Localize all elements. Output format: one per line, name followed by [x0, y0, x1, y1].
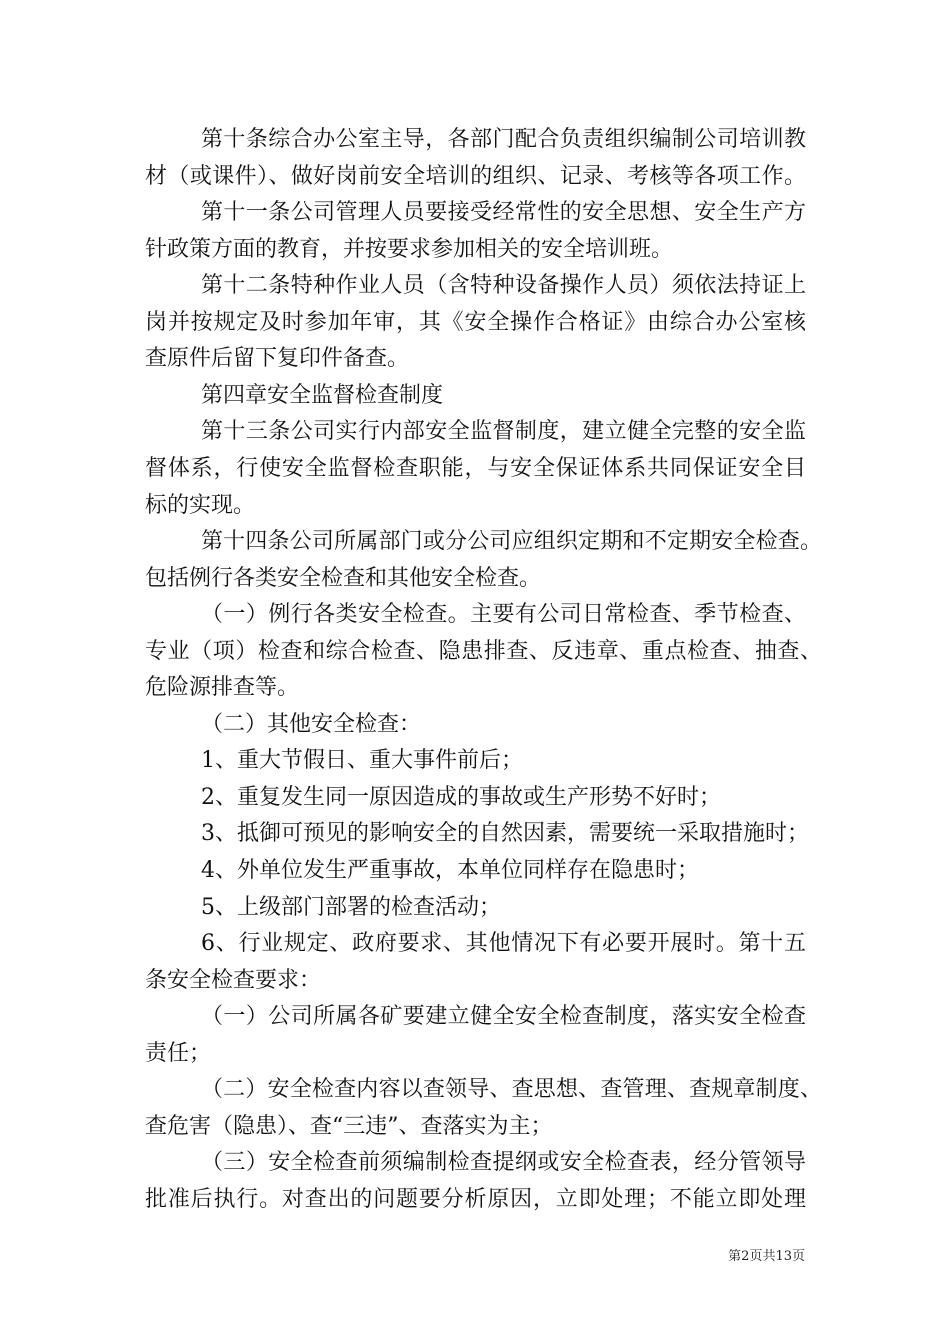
text-line: 岗并按规定及时参加年审，其《安全操作合格证》由综合办公室核 [145, 309, 806, 335]
text-line: 第十三条公司实行内部安全监督制度，建立健全完整的安全监 [201, 419, 806, 445]
text-line: 3、抵御可预见的影响安全的自然因素，需要统一采取措施时； [201, 821, 809, 847]
text-line: 包括例行各类安全检查和其他安全检查。 [145, 565, 542, 591]
text-line: 第四章安全监督检查制度 [201, 382, 444, 408]
text-line: （二）其他安全检查： [201, 711, 422, 737]
text-line: 材（或课件）、做好岗前安全培训的组织、记录、考核等各项工作。 [145, 163, 806, 189]
text-line: 2、重复发生同一原因造成的事故或生产形势不好时； [201, 784, 721, 810]
text-line: 1、重大节假日、重大事件前后； [201, 748, 523, 774]
text-line: （一）例行各类安全检查。主要有公司日常检查、季节检查、 [201, 602, 806, 628]
page-number: 第2页共13页 [728, 1249, 805, 1264]
text-line: 6、行业规定、政府要求、其他情况下有必要开展时。第十五 [201, 931, 806, 957]
text-line: 5、上级部门部署的检查活动； [201, 894, 501, 920]
text-line: （二）安全检查内容以查领导、查思想、查管理、查规章制度、 [201, 1077, 822, 1103]
text-line: 责任； [145, 1040, 212, 1066]
text-line: 第十二条特种作业人员（含特种设备操作人员）须依法持证上 [201, 273, 806, 299]
text-line: （三）安全检查前须编制检查提纲或安全检查表，经分管领导 [201, 1150, 806, 1176]
text-line: 批准后执行。对查出的问题要分析原因，立即处理；不能立即处理 [145, 1186, 806, 1212]
text-line: （一）公司所属各矿要建立健全安全检查制度，落实安全检查 [201, 1004, 806, 1030]
text-line: 标的实现。 [145, 492, 256, 518]
text-line: 专业（项）检查和综合检查、隐患排查、反违章、重点检查、抽查、 [145, 638, 822, 664]
text-line: 查危害（隐患）、查“三违”、查落实为主； [145, 1113, 553, 1139]
text-line: 第十条综合办公室主导，各部门配合负责组织编制公司培训教 [201, 127, 806, 152]
text-line: 督体系，行使安全监督检查职能，与安全保证体系共同保证安全目 [145, 455, 806, 481]
text-line: 4、外单位发生严重事故，本单位同样存在隐患时； [201, 858, 699, 883]
text-line: 查原件后留下复印件备查。 [145, 346, 410, 372]
text-line: 危险源排查等。 [145, 675, 300, 701]
text-line: 第十四条公司所属部门或分公司应组织定期和不定期安全检查。 [201, 529, 822, 555]
text-line: 第十一条公司管理人员要接受经常性的安全思想、安全生产方 [201, 200, 806, 226]
text-line: 条安全检查要求： [145, 967, 322, 993]
text-line: 针政策方面的教育，并按要求参加相关的安全培训班。 [145, 236, 674, 262]
